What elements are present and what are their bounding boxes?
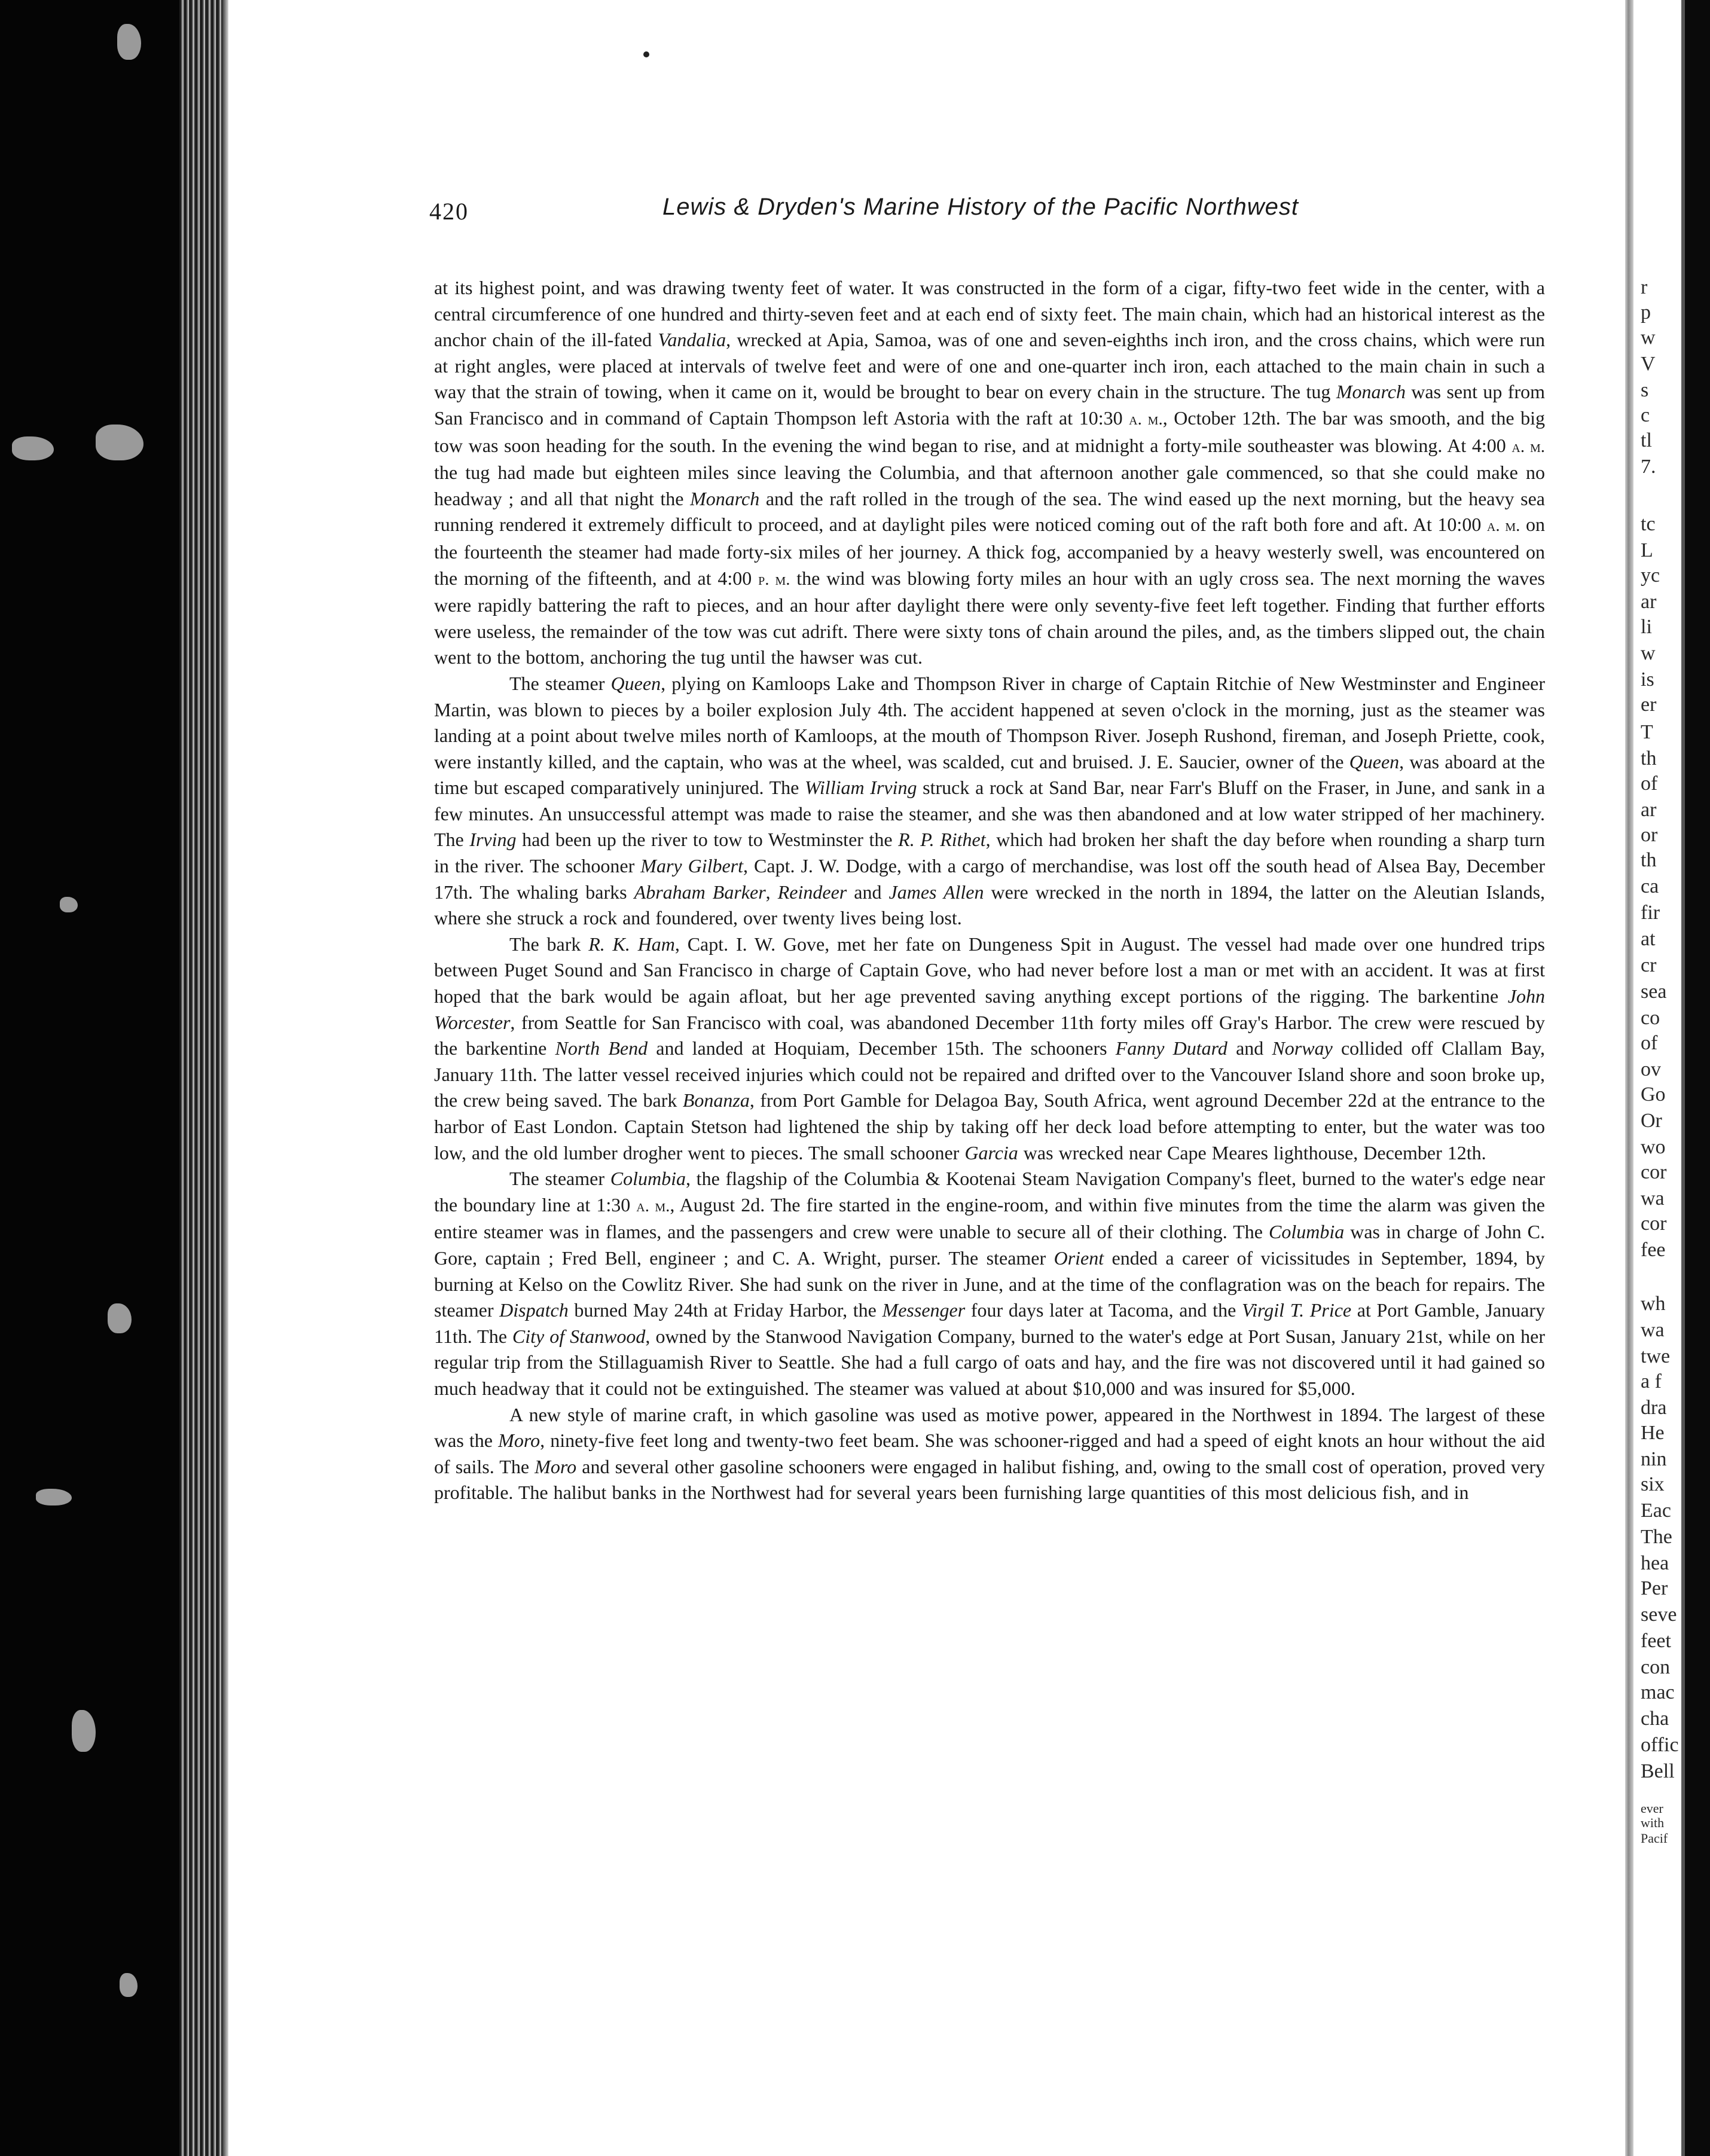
paragraph xyxy=(434,671,1545,932)
vessel-name: John Worcester xyxy=(434,985,1545,1033)
facing-line-fragment: Per xyxy=(1641,1577,1668,1599)
text-run: was in charge of John C. Gore, captain ; Fred Bell, engineer ; and C. A. Wright, purser. The steamer xyxy=(434,1221,1546,1269)
facing-line-fragment: w xyxy=(1641,642,1656,664)
text-run: , wrecked at Apia, Samoa, was of one and seven-eighths inch iron, and the cross chains, which were run at right angles, were placed at intervals of twelve feet and were of one and one-quarter inch iron, each attached to the main chain in such a way that the strain of towing, when it came on it, would be brought to bear on every chain in the structure. The tug xyxy=(434,329,1546,403)
facing-line-fragment: th xyxy=(1641,747,1657,769)
text-run: the tug had made but eighteen miles since leaving the Columbia, and that afternoon another gale commenced, so that she could make no headway ; and all that night the xyxy=(434,462,1545,509)
facing-line-fragment: mac xyxy=(1641,1681,1675,1703)
time-abbrev: a. m. xyxy=(1129,409,1163,429)
paragraph xyxy=(434,275,1545,671)
facing-line-fragment: ov xyxy=(1641,1058,1661,1080)
text-run: , October 12th. The bar was smooth, and the big tow was soon heading for the south. In the evening the wind began to rise, and at midnight a forty-mile southeaster was blowing. At 4:00 xyxy=(434,407,1546,456)
text-run: , ninety-five feet long and twenty-two feet beam. She was schooner-rigged and had a speed of eight knots an hour without the aid of sails. The xyxy=(434,1430,1546,1477)
vessel-name: Queen xyxy=(610,672,661,694)
text-run: The bark xyxy=(509,933,589,955)
facing-line-fragment: The xyxy=(1641,1526,1672,1548)
facing-page-fragment xyxy=(1633,0,1681,2156)
facing-line-fragment: er xyxy=(1641,694,1657,716)
facing-line-fragment: with xyxy=(1641,1815,1665,1830)
text-run: , Capt. I. W. Gove, met her fate on Dungeness Spit in August. The vessel had made over one hundred trips between Puget Sound and San Francisco in charge of Captain Gove, who had never before lost a man or met with an accident. It was at first hoped that the bark would be again afloat, but her age prevented saving anything except portions of the rigging. The barkentine xyxy=(434,933,1545,1007)
body-text xyxy=(434,275,1545,1506)
facing-line-fragment: ca xyxy=(1641,875,1659,897)
text-run: , was aboard at the time but escaped comparatively uninjured. The xyxy=(434,750,1546,799)
scan-blot xyxy=(120,1973,138,1997)
vessel-name: Garcia xyxy=(964,1141,1018,1163)
vessel-name: Queen xyxy=(1349,750,1400,772)
vessel-name: Norway xyxy=(1272,1037,1333,1059)
facing-line-fragment: cha xyxy=(1641,1708,1669,1730)
facing-line-fragment: cor xyxy=(1641,1161,1667,1183)
facing-line-fragment: tc xyxy=(1641,513,1656,535)
running-title: Lewis & Dryden's Marine History of the Pacific Northwest xyxy=(662,194,1299,220)
facing-line-fragment: ever xyxy=(1641,1801,1663,1816)
scan-blot xyxy=(12,436,54,460)
facing-line-fragment: hea xyxy=(1641,1552,1669,1574)
text-run: , Capt. J. W. Dodge, with a cargo of merchandise, was lost off the south head of Alsea Bay, December 17th. The whaling barks xyxy=(434,855,1546,903)
text-run: A new style of marine craft, in which gasoline was used as motive power, appeared in the Northwest in 1894. The largest of these was the xyxy=(434,1403,1545,1452)
facing-line-fragment: ar xyxy=(1641,591,1657,613)
vessel-name: North Bend xyxy=(555,1037,648,1059)
time-abbrev: a. m. xyxy=(636,1196,670,1216)
right-spine xyxy=(1625,0,1633,2156)
facing-line-fragment: V xyxy=(1641,353,1656,375)
facing-line-fragment: Pacif xyxy=(1641,1831,1668,1846)
text-run: was wrecked near Cape Meares lighthouse, December 12th. xyxy=(1018,1141,1486,1163)
facing-line-fragment: wh xyxy=(1641,1293,1666,1315)
vessel-name: R. K. Ham xyxy=(588,933,675,955)
facing-line-fragment: T xyxy=(1641,721,1653,743)
facing-line-fragment: Bell xyxy=(1641,1760,1675,1782)
text-run: at its highest point, and was drawing twenty feet of water. It was constructed in the form of a cigar, fifty-two feet wide in the center, with a central circumference of one hundred and thirty-seven feet and at each end of sixty feet. The main chain, which had an historical interest as the anchor chain of the ill-fated xyxy=(434,277,1545,351)
scan-edge xyxy=(1681,0,1710,2156)
time-abbrev: p. m. xyxy=(758,569,790,589)
text-run: and xyxy=(847,881,889,903)
facing-line-fragment: or xyxy=(1641,824,1658,846)
text-run: and xyxy=(1227,1037,1272,1059)
text-run: struck a rock at Sand Bar, near Farr's Bluff on the Fraser, in June, and sank in a few minutes. An unsuccessful attempt was made to raise the steamer, and she was then abandoned and at low water stripped of her machinery. The xyxy=(434,777,1546,851)
text-run: The steamer xyxy=(509,672,611,694)
text-run: the wind was blowing forty miles an hour with an ugly cross sea. The next morning the waves were rapidly battering the raft to pieces, and an hour after daylight there were only seventy-five feet left together. Finding that further efforts were useless, the remainder of the tow was cut adrift. There were sixty tons of chain around the piles, and, as the timbers slipped out, the chain went to the bottom, anchoring the tug until the hawser was cut. xyxy=(434,567,1546,668)
vessel-name: James Allen xyxy=(888,881,984,903)
vessel-name: Columbia xyxy=(1268,1221,1345,1243)
facing-line-fragment: at xyxy=(1641,928,1656,950)
text-run: The steamer xyxy=(509,1168,610,1190)
page-number: 420 xyxy=(429,198,469,225)
facing-line-fragment: six xyxy=(1641,1473,1665,1495)
facing-line-fragment: tl xyxy=(1641,429,1652,451)
scan-blot xyxy=(108,1303,132,1333)
page-stack-edges xyxy=(179,0,222,2156)
text-run: at Port Gamble, January 11th. The xyxy=(434,1299,1546,1347)
facing-line-fragment: Go xyxy=(1641,1083,1666,1106)
facing-line-fragment: yc xyxy=(1641,564,1660,587)
text-run: and the raft rolled in the trough of the sea. The wind eased up the next morning, but the heavy sea running rendered it extremely difficult to proceed, and at daylight piles were noticed coming out of the raft both fore and aft. At 10:00 xyxy=(434,487,1545,536)
vessel-name: R. P. Rithet xyxy=(898,829,986,851)
facing-line-fragment: of xyxy=(1641,772,1658,795)
text-run: was sent up from San Francisco and in command of Captain Thompson left Astoria with the raft at 10:30 xyxy=(434,381,1546,429)
facing-line-fragment: feet xyxy=(1641,1630,1671,1652)
facing-line-fragment: co xyxy=(1641,1007,1660,1029)
facing-line-fragment: r xyxy=(1641,276,1648,298)
facing-line-fragment: fee xyxy=(1641,1239,1666,1261)
facing-line-fragment: con xyxy=(1641,1656,1671,1678)
facing-line-fragment: cr xyxy=(1641,954,1657,976)
facing-line-fragment: He xyxy=(1641,1422,1665,1444)
text-run: , from Seattle for San Francisco with coal, was abandoned December 11th forty miles off Gray's Harbor. The crew were rescued by the barkentine xyxy=(434,1011,1545,1059)
text-run: four days later at Tacoma, and the xyxy=(965,1299,1242,1321)
text-run: , xyxy=(765,881,778,903)
vessel-name: Fanny Dutard xyxy=(1115,1037,1227,1059)
vessel-name: Vandalia xyxy=(658,329,726,351)
ink-dot xyxy=(643,51,649,57)
text-run: collided off Clallam Bay, January 11th. The latter vessel received injuries which could not be repaired and drifted over to the Vancouver Island shore and soon broke up, the crew being saved. The bark xyxy=(434,1037,1546,1111)
facing-line-fragment: is xyxy=(1641,668,1654,691)
facing-line-fragment: Eac xyxy=(1641,1500,1671,1522)
facing-line-fragment: wa xyxy=(1641,1319,1665,1341)
vessel-name: Irving xyxy=(469,829,517,851)
text-run: , the flagship of the Columbia & Kootenai Steam Navigation Company's fleet, burned to the water's edge near the boundary line at 1:30 xyxy=(434,1168,1546,1216)
scan-blot xyxy=(36,1489,72,1505)
facing-line-fragment: p xyxy=(1641,301,1651,323)
facing-line-fragment: s xyxy=(1641,379,1649,401)
text-run: , plying on Kamloops Lake and Thompson River in charge of Captain Ritchie of New Westminster and Engineer Martin, was blown to pieces by a boiler explosion July 4th. The accident happened at seven o'clock in the morning, just as the steamer was landing at a point about twelve miles north of Kamloops, at the mouth of Thompson River. Joseph Rushond, fireman, and Joseph Priette, cook, were instantly killed, and the captain, who was at the wheel, was scalded, cut and bruised. J. E. Saucier, owner of the xyxy=(434,672,1546,772)
vessel-name: Bonanza xyxy=(682,1089,750,1111)
facing-line-fragment: c xyxy=(1641,404,1650,426)
text-run: had been up the river to tow to Westminster the xyxy=(516,829,899,851)
time-abbrev: a. m. xyxy=(1511,436,1546,456)
facing-line-fragment: 7. xyxy=(1641,456,1656,478)
facing-line-fragment: cor xyxy=(1641,1213,1667,1235)
text-run: , which had broken her shaft the day before when rounding a sharp turn in the river. The schooner xyxy=(434,829,1546,877)
vessel-name: Monarch xyxy=(690,487,760,509)
facing-line-fragment: of xyxy=(1641,1032,1658,1054)
vessel-name: Orient xyxy=(1054,1247,1104,1269)
paragraph xyxy=(434,1166,1545,1401)
facing-line-fragment: seve xyxy=(1641,1604,1677,1626)
facing-line-fragment: ar xyxy=(1641,799,1657,821)
facing-line-fragment: Or xyxy=(1641,1110,1662,1132)
vessel-name: William Irving xyxy=(805,777,917,799)
facing-line-fragment: dra xyxy=(1641,1397,1667,1419)
page-header xyxy=(429,194,1541,233)
facing-line-fragment: li xyxy=(1641,616,1652,638)
text-run: , from Port Gamble for Delagoa Bay, South Africa, went aground December 22d at the entrance to the harbor of East London. Captain Stetson had lightened the ship by taking off her deck load before attempting to enter, but the water was too low, and the old lumber drogher went to pieces. The small schooner xyxy=(434,1089,1546,1163)
paragraph xyxy=(434,932,1545,1166)
facing-line-fragment: L xyxy=(1641,539,1653,561)
time-abbrev: a. m. xyxy=(1486,516,1520,536)
facing-line-fragment: wo xyxy=(1641,1136,1666,1158)
vessel-name: Mary Gilbert xyxy=(640,855,744,877)
text-run: and landed at Hoquiam, December 15th. The schooners xyxy=(648,1037,1116,1059)
facing-line-fragment: offic xyxy=(1641,1734,1679,1756)
facing-line-fragment: fir xyxy=(1641,902,1660,924)
scan-blot xyxy=(60,897,78,912)
vessel-name: Columbia xyxy=(610,1168,686,1190)
facing-line-fragment: th xyxy=(1641,849,1657,871)
text-run: burned May 24th at Friday Harbor, the xyxy=(568,1299,883,1321)
paragraph xyxy=(434,1402,1545,1506)
vessel-name: Virgil T. Price xyxy=(1241,1299,1352,1321)
facing-line-fragment: w xyxy=(1641,326,1656,349)
text-run: and several other gasoline schooners were engaged in halibut fishing, and, owing to the small cost of operation, proved very profitable. The halibut banks in the Northwest had for several years been furnishing large quantities of this most delicious fish, and in xyxy=(434,1455,1546,1504)
facing-line-fragment: a f xyxy=(1641,1370,1662,1392)
vessel-name: Moro xyxy=(498,1430,541,1452)
facing-line-fragment: sea xyxy=(1641,981,1667,1003)
text-run: , August 2d. The fire started in the engine-room, and within five minutes from the time the alarm was given the entire steamer was in flames, and the passengers and crew were unable to secure all of their clothing. The xyxy=(434,1193,1546,1243)
vessel-name: City of Stanwood xyxy=(512,1325,646,1347)
vessel-name: Moro xyxy=(535,1455,577,1477)
vessel-name: Monarch xyxy=(1336,381,1406,403)
text-run: were wrecked in the north in 1894, the latter on the Aleutian Islands, where she struck a rock and foundered, over twenty lives being lost. xyxy=(434,881,1546,929)
facing-line-fragment: wa xyxy=(1641,1187,1665,1210)
text-run: , owned by the Stanwood Navigation Company, burned to the water's edge at Port Susan, January 21st, while on her regular trip from the Stillaguamish River to Seattle. She had a full cargo of oats and hay, and the fire was not discovered until it had gained so much headway that it could not be extinguished. The steamer was valued at about $10,000 and was insured for $5,000. xyxy=(434,1325,1546,1399)
facing-line-fragment: nin xyxy=(1641,1448,1667,1470)
text-run: on the fourteenth the steamer had made forty-six miles of her journey. A thick fog, accompanied by a heavy westerly swell, was encountered on the morning of the fifteenth, and at 4:00 xyxy=(434,514,1546,589)
vessel-name: Messenger xyxy=(882,1299,966,1321)
vessel-name: Abraham Barker xyxy=(634,881,766,903)
vessel-name: Reindeer xyxy=(777,881,847,903)
vessel-name: Dispatch xyxy=(499,1299,569,1321)
facing-line-fragment: twe xyxy=(1641,1345,1671,1367)
text-run: ended a career of vicissitudes in September, 1894, by burning at Kelso on the Cowlitz River. She had sunk on the river in June, and at the time of the conflagration was on the beach for repairs. The steamer xyxy=(434,1247,1546,1321)
